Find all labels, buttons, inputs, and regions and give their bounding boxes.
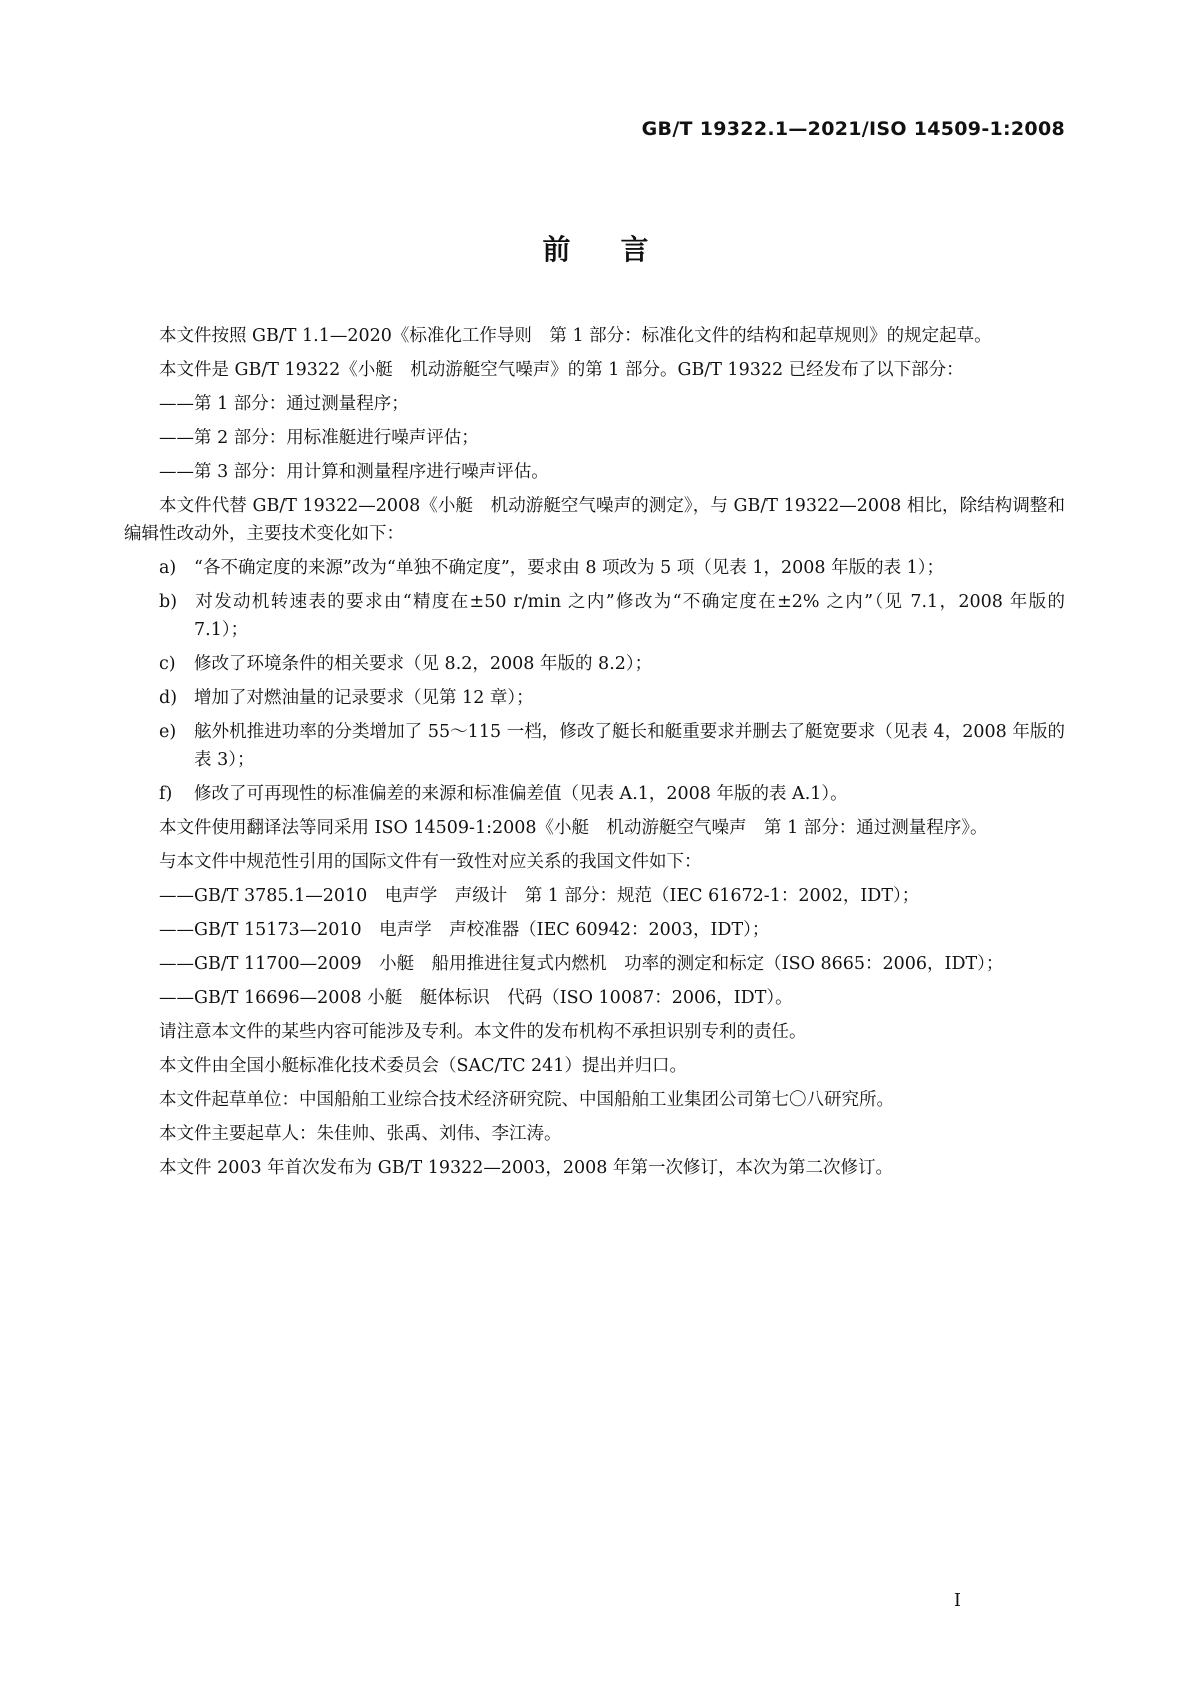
page-number: I	[953, 1590, 961, 1611]
paragraph-history: 本文件 2003 年首次发布为 GB/T 19322—2003，2008 年第一次修订，本次为第二次修订。	[159, 1158, 893, 1178]
part-item: ——第 3 部分：用计算和测量程序进行噪声评估。	[159, 462, 549, 482]
change-marker: b)	[159, 592, 178, 612]
paragraph-proposer: 本文件由全国小艇标准化技术委员会（SAC/TC 241）提出并归口。	[159, 1056, 687, 1076]
change-marker: f)	[159, 784, 173, 804]
change-marker: e)	[159, 722, 177, 742]
paragraph-drafters: 本文件主要起草人：朱佳帅、张禹、刘伟、李江涛。	[159, 1124, 562, 1144]
page-title: 前言	[542, 233, 699, 266]
change-text: 修改了可再现性的标准偏差的来源和标准偏差值（见表 A.1，2008 年版的表 A.1）。	[194, 784, 848, 804]
page-header	[642, 118, 1065, 140]
foreword-body	[124, 322, 1065, 1188]
part-item: ——第 2 部分：用标准艇进行噪声评估；	[159, 428, 479, 448]
paragraph-drafting-units: 本文件起草单位：中国船舶工业综合技术经济研究院、中国船舶工业集团公司第七〇八研究所。	[159, 1090, 894, 1110]
change-item	[159, 684, 1065, 712]
standard-code: GB/T 19322.1—2021/ISO 14509-1:2008	[641, 118, 1065, 140]
paragraph-series-parts: 本文件是 GB/T 19322《小艇 机动游艇空气噪声》的第 1 部分。GB/T 19322 已经发布了以下部分：	[159, 360, 964, 380]
reference-item: ——GB/T 16696—2008 小艇 艇体标识 代码（ISO 10087：2006，IDT）。	[159, 988, 793, 1008]
reference-item: ——GB/T 15173—2010 电声学 声校准器（IEC 60942：2003，IDT）；	[159, 920, 770, 940]
reference-item: ——GB/T 3785.1—2010 电声学 声级计 第 1 部分：规范（IEC 61672-1：2002，IDT）；	[159, 886, 920, 906]
change-marker: a)	[159, 558, 177, 578]
reference-item: ——GB/T 11700—2009 小艇 船用推进往复式内燃机 功率的测定和标定（ISO 8665：2006，IDT）；	[159, 954, 1004, 974]
change-text: 修改了环境条件的相关要求（见 8.2，2008 年版的 8.2）；	[194, 654, 653, 674]
paragraph-replaces: 本文件代替 GB/T 19322—2008《小艇 机动游艇空气噪声的测定》，与 GB/T 19322—2008 相比，除结构调整和编辑性改动外，主要技术变化如下：	[124, 496, 1065, 544]
paragraph-references-intro: 与本文件中规范性引用的国际文件有一致性对应关系的我国文件如下：	[159, 852, 702, 872]
change-text: “各不确定度的来源”改为“单独不确定度”，要求由 8 项改为 5 项（见表 1，2008 年版的表 1）；	[194, 558, 945, 578]
change-item	[159, 780, 1065, 808]
change-item	[159, 554, 1065, 582]
change-item	[159, 588, 1065, 644]
change-marker: d)	[159, 688, 178, 708]
paragraph-adoption: 本文件使用翻译法等同采用 ISO 14509-1:2008《小艇 机动游艇空气噪声 第 1 部分：通过测量程序》。	[159, 818, 988, 838]
change-text: 对发动机转速表的要求由“精度在±50 r/min 之内”修改为“不确定度在±2% 之内”（见 7.1，2008 年版的 7.1）；	[194, 592, 1065, 640]
paragraph-drafting-rules: 本文件按照 GB/T 1.1—2020《标准化工作导则 第 1 部分：标准化文件的结构和起草规则》的规定起草。	[159, 326, 992, 346]
change-item	[159, 650, 1065, 678]
part-item: ——第 1 部分：通过测量程序；	[159, 394, 409, 414]
change-marker: c)	[159, 654, 176, 674]
paragraph-patent-notice: 请注意本文件的某些内容可能涉及专利。本文件的发布机构不承担识别专利的责任。	[159, 1022, 807, 1042]
change-text: 舷外机推进功率的分类增加了 55～115 一档，修改了艇长和艇重要求并删去了艇宽要求（见表 4，2008 年版的表 3）；	[194, 722, 1065, 770]
change-text: 增加了对燃油量的记录要求（见第 12 章）；	[194, 688, 534, 708]
change-item	[159, 718, 1065, 774]
